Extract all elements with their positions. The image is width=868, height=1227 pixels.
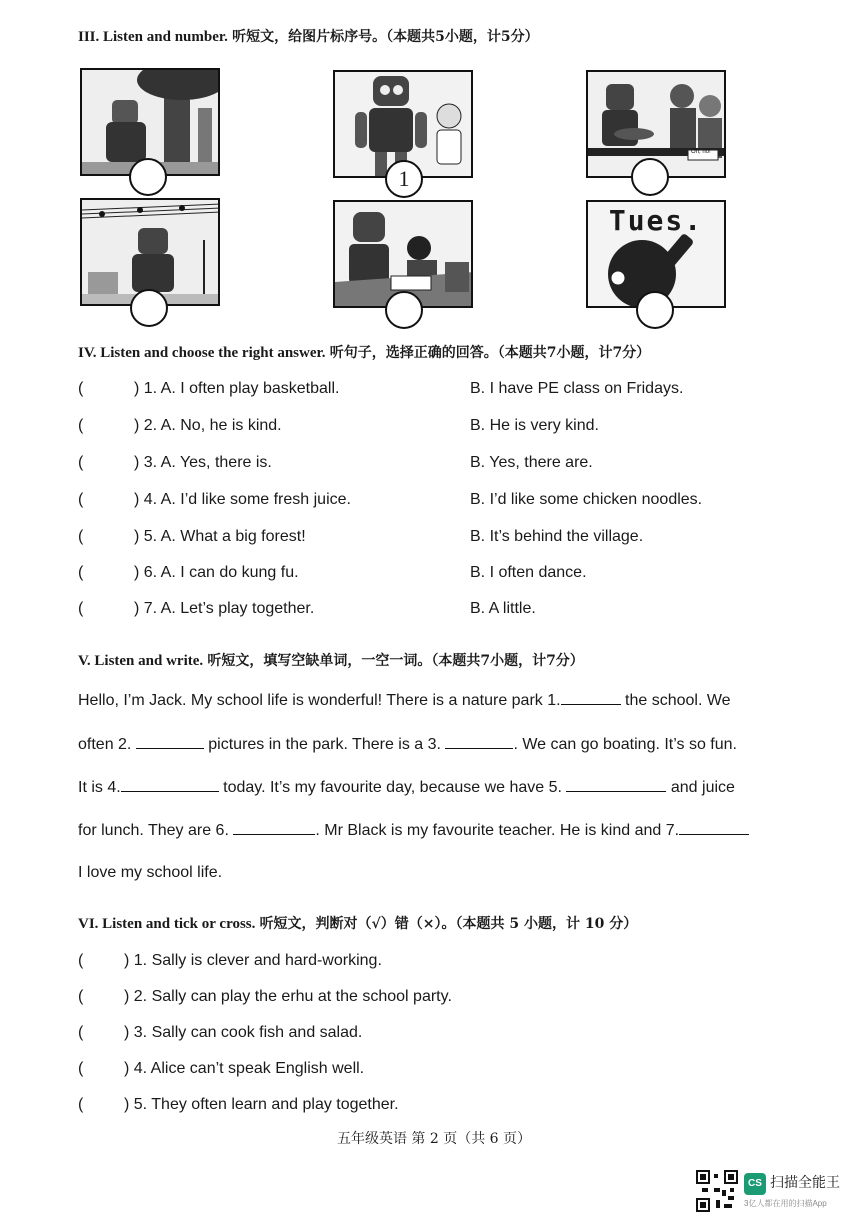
answer-bracket[interactable]: ( [78, 952, 84, 969]
s4-question-5 [78, 528, 306, 546]
section-5-title: V. Listen and write. [78, 653, 204, 669]
text: . Mr Black is my favourite teacher. He is kind and 7. [315, 822, 680, 839]
answer-bracket[interactable]: ( [78, 564, 84, 581]
answer-bracket[interactable]: ( [78, 988, 84, 1005]
s5-line-3 [78, 777, 735, 797]
statement: ) 5. They often learn and play together. [124, 1096, 399, 1113]
section-6-instruction: 听短文，判断对（√）错（×）。（本题共 5 小题，计 10 分） [259, 916, 638, 932]
s5-line-5: I love my school life. [78, 864, 223, 881]
section-4-title: IV. Listen and choose the right answer. [78, 345, 326, 361]
s4-question-1 [78, 380, 339, 398]
answer-bracket[interactable]: ( [78, 491, 84, 508]
number-circle-1[interactable] [129, 158, 167, 196]
s4-q2-option-b: B. He is very kind. [470, 417, 599, 434]
s4-q5-option-b: B. It’s behind the village. [470, 528, 644, 545]
number-circle-2[interactable]: 1 [385, 160, 423, 198]
option-a: ) 3. A. Yes, there is. [134, 454, 272, 471]
s6-question-3 [78, 1024, 362, 1042]
blank-4[interactable] [121, 777, 219, 792]
number-circle-3[interactable] [631, 158, 669, 196]
statement: ) 2. Sally can play the erhu at the school party. [124, 988, 452, 1005]
text: for lunch. They are 6. [78, 822, 234, 839]
s5-line-2 [78, 734, 737, 754]
option-a: ) 7. A. Let’s play together. [134, 600, 315, 617]
s4-question-7 [78, 600, 314, 618]
s5-line-1 [78, 690, 731, 710]
blank-5[interactable] [566, 777, 666, 792]
s4-q3-option-b: B. Yes, there are. [470, 454, 593, 471]
text: often 2. [78, 736, 136, 753]
answer-bracket[interactable]: ( [78, 1024, 84, 1041]
blank-6[interactable] [233, 820, 315, 835]
section-4-instruction: 听句子，选择正确的回答。（本题共7小题，计7分） [329, 345, 651, 361]
s4-question-2 [78, 417, 282, 435]
statement: ) 4. Alice can’t speak English well. [124, 1060, 365, 1077]
section-3-instruction: 听短文，给图片标序号。（本题共5小题，计5分） [232, 29, 539, 45]
page-footer: 五年级英语 第 2 页（共 6 页） [336, 1131, 532, 1147]
text: and juice [666, 779, 735, 796]
text: . We can go boating. It’s so fun. [513, 736, 737, 753]
option-a: ) 5. A. What a big forest! [134, 528, 306, 545]
section-5-header [78, 650, 584, 670]
camscanner-logo-icon: CS [744, 1173, 766, 1195]
option-a: ) 6. A. I can do kung fu. [134, 564, 299, 581]
statement: ) 1. Sally is clever and hard-working. [124, 952, 382, 969]
s6-question-1 [78, 952, 382, 970]
answer-bracket[interactable]: ( [78, 1096, 84, 1113]
section-6-title: VI. Listen and tick or cross. [78, 916, 256, 932]
section-3-header [78, 26, 539, 46]
answer-bracket[interactable]: ( [78, 417, 84, 434]
s4-question-6 [78, 564, 299, 582]
answer-bracket[interactable]: ( [78, 1060, 84, 1077]
number-circle-4[interactable] [130, 289, 168, 327]
s4-q1-option-b: B. I have PE class on Fridays. [470, 380, 684, 397]
section-3-title: III. Listen and number. [78, 29, 228, 45]
text: the school. We [620, 692, 731, 709]
s4-q4-option-b: B. I’d like some chicken noodles. [470, 491, 703, 508]
answer-bracket[interactable]: ( [78, 454, 84, 471]
text: It is 4. [78, 779, 121, 796]
section-6-header [78, 913, 637, 933]
section-4-header [78, 342, 650, 362]
s6-question-5 [78, 1096, 399, 1114]
blank-7[interactable] [679, 820, 749, 835]
sign-text: Oh, no! [691, 149, 711, 155]
text: pictures in the park. There is a 3. [203, 736, 446, 753]
statement: ) 3. Sally can cook fish and salad. [124, 1024, 363, 1041]
s6-question-4 [78, 1060, 364, 1078]
option-a: ) 2. A. No, he is kind. [134, 417, 282, 434]
answer-bracket[interactable]: ( [78, 380, 84, 397]
s5-line-4 [78, 820, 749, 840]
section-5-instruction: 听短文，填写空缺单词，一空一词。（本题共7小题，计7分） [207, 653, 584, 669]
s4-question-4 [78, 491, 351, 509]
scanner-tagline: 3亿人都在用的扫描App [744, 1199, 827, 1208]
answer-bracket[interactable]: ( [78, 528, 84, 545]
s4-question-3 [78, 454, 272, 472]
number-circle-5[interactable] [385, 291, 423, 329]
scanner-app-name: 扫描全能王 [770, 1175, 840, 1191]
qr-code-icon [696, 1170, 738, 1212]
text: today. It’s my favourite day, because we have 5. [218, 779, 567, 796]
tues-label: Tues. [608, 204, 704, 237]
option-a: ) 1. A. I often play basketball. [134, 380, 340, 397]
answer-bracket[interactable]: ( [78, 600, 84, 617]
s4-q6-option-b: B. I often dance. [470, 564, 587, 581]
text: Hello, I’m Jack. My school life is wonderful! There is a nature park 1. [78, 692, 561, 709]
number-circle-6[interactable] [636, 291, 674, 329]
blank-2[interactable] [136, 734, 204, 749]
s6-question-2 [78, 988, 452, 1006]
s4-q7-option-b: B. A little. [470, 600, 536, 617]
blank-3[interactable] [445, 734, 513, 749]
blank-1[interactable] [561, 690, 621, 705]
option-a: ) 4. A. I’d like some fresh juice. [134, 491, 351, 508]
